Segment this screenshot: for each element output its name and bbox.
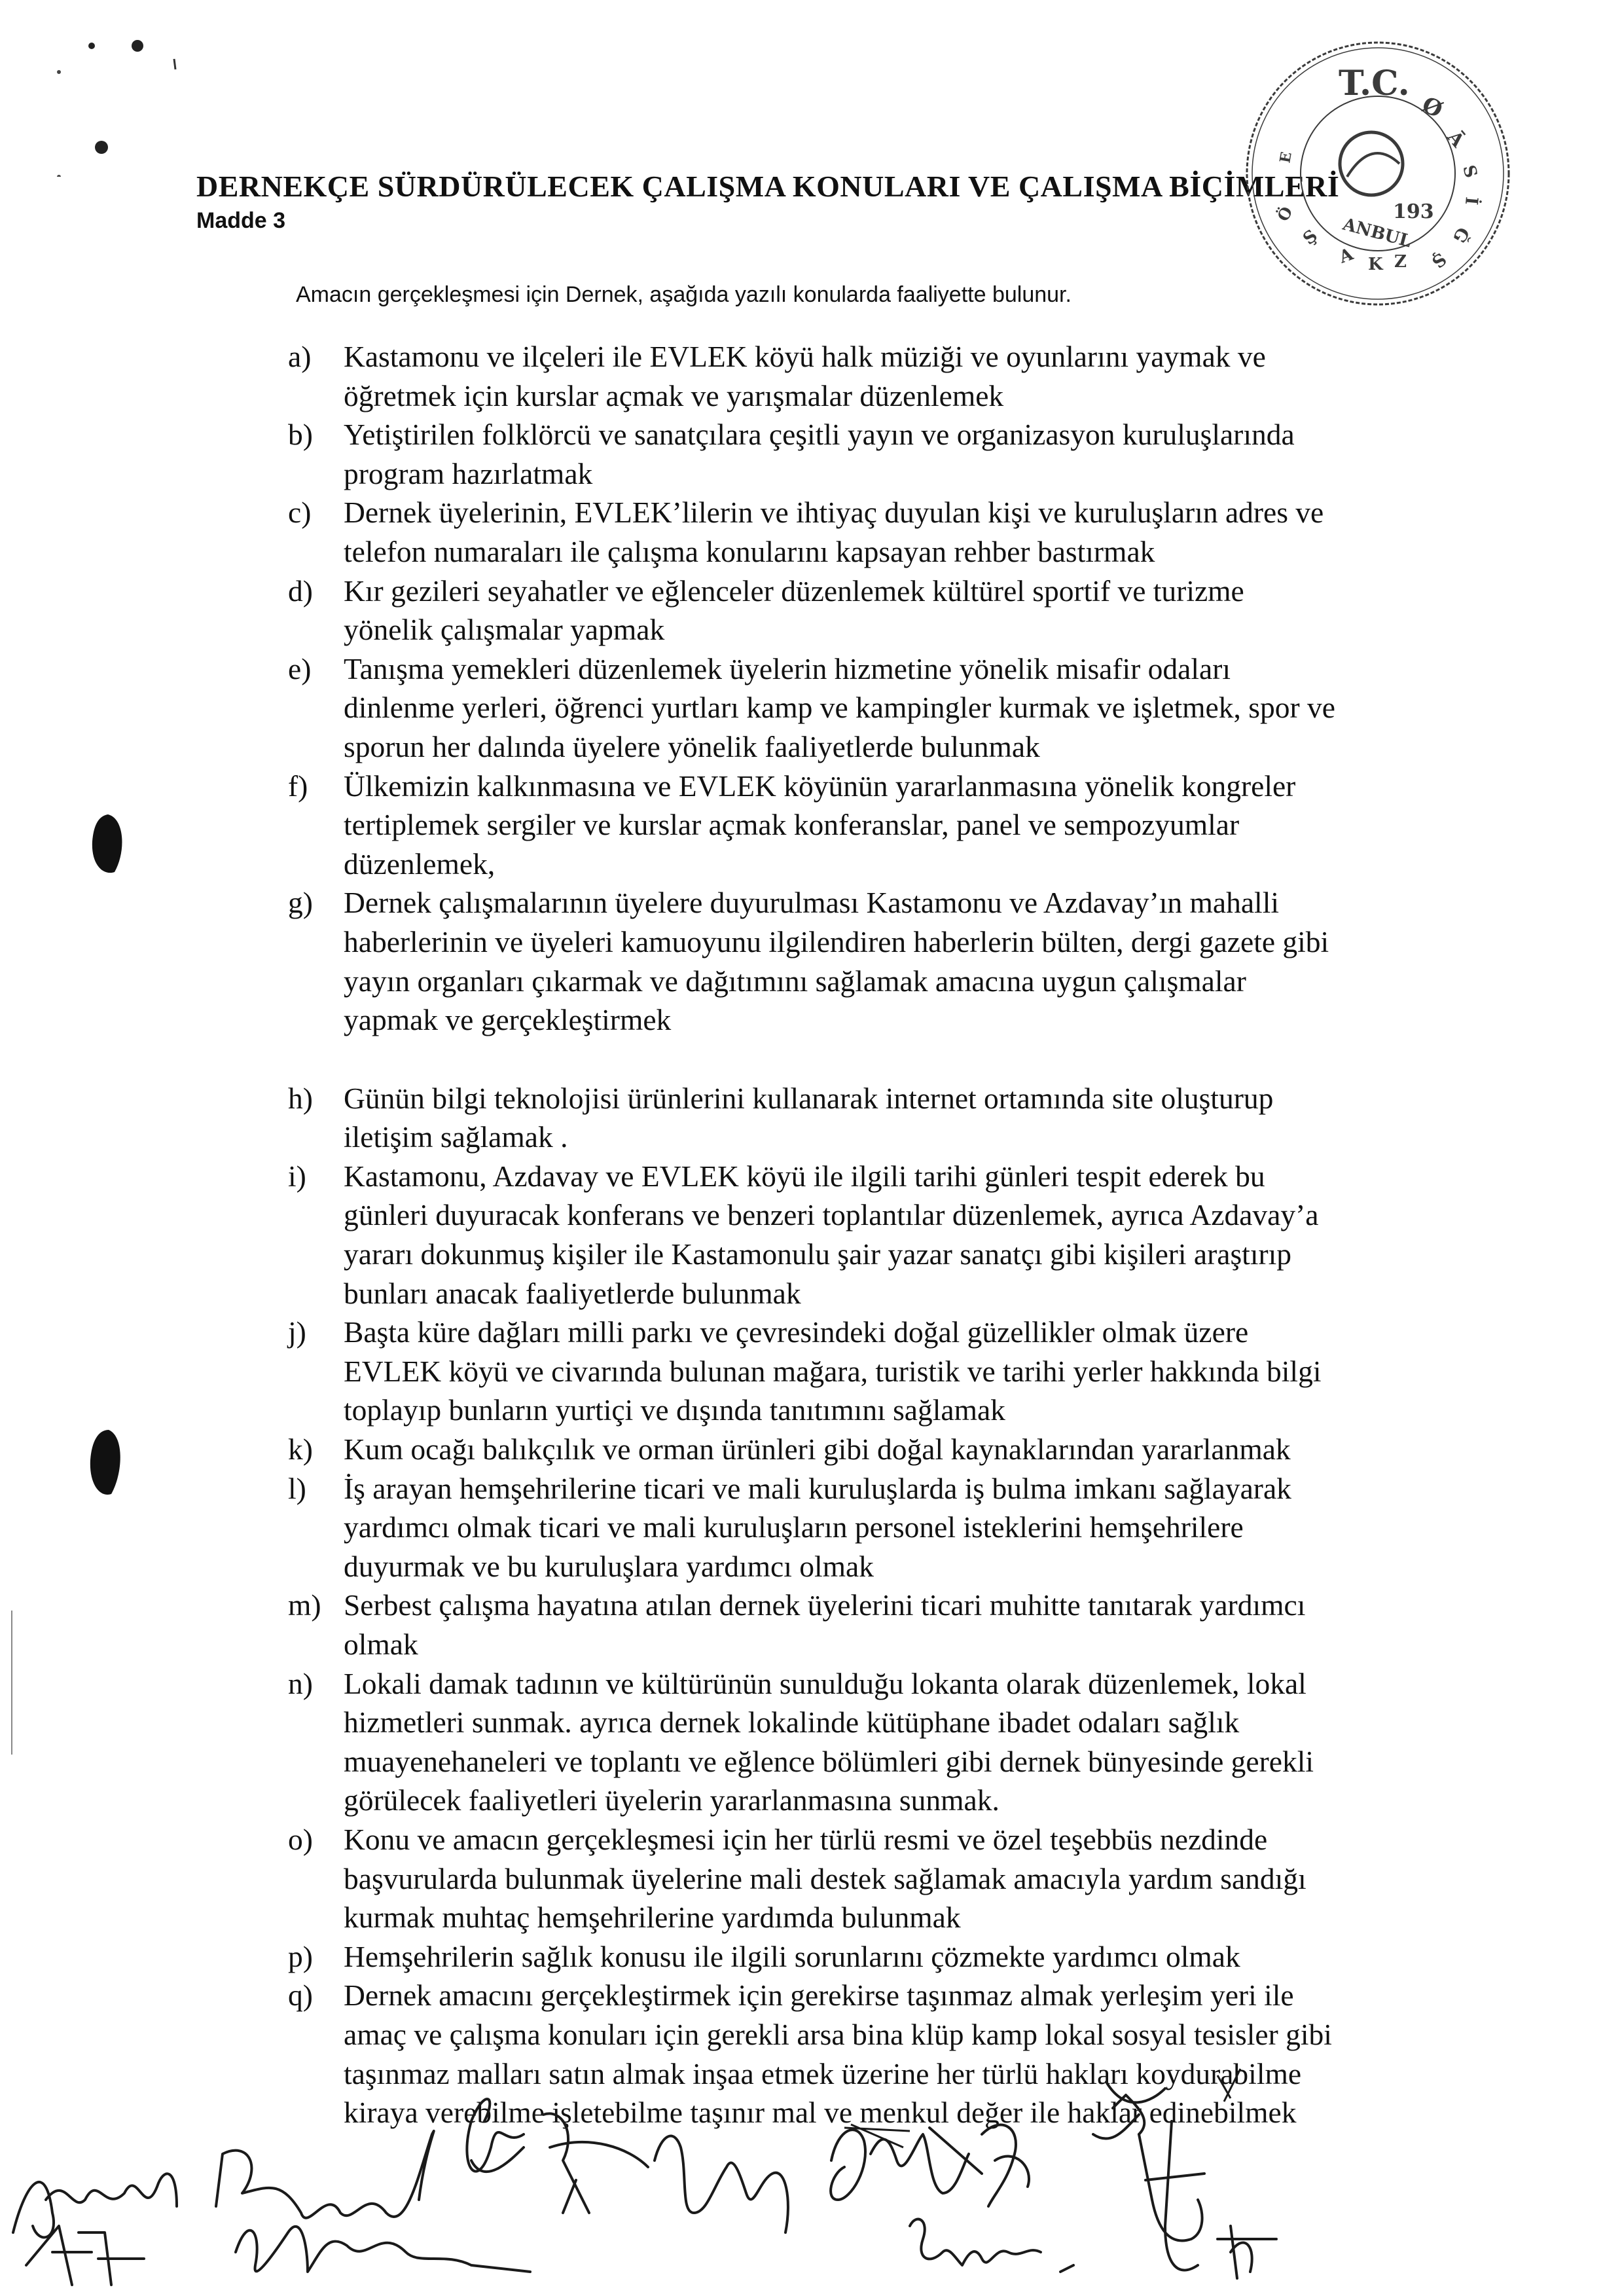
signature-8 (831, 2130, 969, 2200)
item-letter: f) (288, 769, 308, 803)
item-letter: l) (288, 1471, 306, 1505)
item-letter: a) (288, 340, 312, 373)
item-line: Kastamonu ve ilçeleri ile EVLEK köyü halk müziği ve oyunlarını yaymak ve (344, 340, 1266, 373)
item-line: tertiplemek sergiler ve kurslar açmak konferanslar, panel ve sempozyumlar (344, 808, 1240, 842)
item-line: Serbest çalışma hayatına atılan dernek üyelerini ticari muhitte tanıtarak yardımcı (344, 1588, 1306, 1622)
list-item (288, 649, 1440, 767)
item-line: duyurmak ve bu kuruluşlara yardımcı olmak (344, 1549, 874, 1583)
svg-text:ANBUL: ANBUL (1341, 214, 1414, 252)
item-letter: k) (288, 1432, 313, 1467)
signature-1 (13, 2174, 177, 2237)
item-line: Dernek üyelerinin, EVLEK’lilerin ve ihtiyaç duyulan kişi ve kuruluşların adres ve (344, 496, 1324, 530)
svg-text:Ş: Ş (1299, 226, 1322, 249)
item-text (344, 1586, 1440, 1664)
item-line: başvurularda bulunmak üyelerine mali destek sağlamak amacıyla yardım sandığı (344, 1861, 1307, 1895)
list-item (288, 767, 1440, 884)
signature-5 (467, 2099, 524, 2172)
signature-12 (1217, 2226, 1276, 2278)
signature-2 (216, 2131, 434, 2218)
svg-text:E: E (1276, 151, 1295, 165)
item-letter: b) (288, 418, 313, 452)
list-item (288, 415, 1440, 493)
item-line: öğretmek için kurslar açmak ve yarışmalar düzenlemek (344, 378, 1004, 412)
item-line: EVLEK köyü ve civarında bulunan mağara, turistik ve tarihi yerler hakkında bilgi (344, 1354, 1322, 1388)
item-line: Kum ocağı balıkçılık ve orman ürünleri gibi doğal kaynaklarından yararlanmak (344, 1432, 1291, 1467)
list-item (288, 1313, 1440, 1430)
item-letter: c) (288, 496, 312, 530)
signature-7 (655, 2136, 788, 2232)
svg-text:T.C.: T.C. (1339, 64, 1410, 103)
svg-text:İ: İ (1460, 196, 1481, 206)
item-line: Yetiştirilen folklörcü ve sanatçılara çeşitli yayın ve organizasyon kuruluşlarında (344, 418, 1295, 452)
svg-text:Z: Z (1394, 252, 1407, 272)
svg-text:K: K (1368, 255, 1383, 274)
activities-list (288, 337, 1440, 2132)
item-text (344, 1664, 1440, 1820)
item-text (344, 1820, 1440, 1937)
list-item (288, 1157, 1440, 1313)
item-line: telefon numaraları ile çalışma konularını kapsayan rehber bastırmak (344, 534, 1155, 568)
svg-text:Ā: Ā (1443, 126, 1469, 152)
list-item (288, 1469, 1440, 1586)
list-item (288, 1586, 1440, 1664)
list-item (288, 572, 1440, 649)
item-line: kiraya verebilme işletebilme taşınır mal ve menkul değer ile haklar edinebilmek (344, 2096, 1297, 2130)
signature-11 (910, 2219, 1073, 2272)
item-line: Hemşehrilerin sağlık konusu ile ilgili sorunlarını çözmekte yardımcı olmak (344, 1939, 1240, 1973)
item-line: Günün bilgi teknolojisi ürünlerini kullanarak internet ortamında site oluşturup (344, 1081, 1274, 1115)
scan-specks (39, 20, 203, 177)
item-line: yapmak ve gerçekleştirmek (344, 1003, 672, 1037)
article-number: Madde 3 (196, 208, 286, 233)
item-line: Ülkemizin kalkınmasına ve EVLEK köyünün yararlanmasına yönelik kongreler (344, 769, 1296, 803)
item-letter: o) (288, 1822, 313, 1856)
item-line: yardımcı olmak ticari ve mali kuruluşların personel isteklerini hemşehrilere (344, 1510, 1244, 1544)
item-letter: d) (288, 574, 313, 608)
item-line: olmak (344, 1628, 418, 1661)
item-line: düzenlemek, (344, 847, 496, 881)
item-text (344, 337, 1440, 415)
item-line: kurmak muhtaç hemşehrilerine yardımda bulunmak (344, 1901, 961, 1935)
item-line: yayın organları çıkarmak ve dağıtımını sağlamak amacına uygun çalışmalar (344, 964, 1246, 998)
item-line: bunları anacak faaliyetlerde bulunmak (344, 1276, 801, 1310)
item-letter: h) (288, 1081, 313, 1115)
official-stamp (1231, 26, 1525, 321)
item-letter: m) (288, 1588, 321, 1622)
item-text (344, 1469, 1440, 1586)
item-line: yönelik çalışmalar yapmak (344, 613, 665, 647)
section-heading: DERNEKÇE SÜRDÜRÜLECEK ÇALIŞMA KONULARI VE ÇALIŞMA BİÇİMLERİ (196, 170, 1340, 203)
signatures-area (0, 2016, 1622, 2296)
item-text (344, 1313, 1440, 1430)
item-line: iletişim sağlamak . (344, 1120, 568, 1154)
svg-text:S: S (1458, 163, 1481, 180)
list-item (288, 493, 1440, 571)
svg-text:A: A (1337, 244, 1356, 268)
item-text (344, 767, 1440, 884)
item-line: program hazırlatmak (344, 456, 593, 490)
item-line: Dernek çalışmalarının üyelere duyurulması Kastamonu ve Azdavay’ın mahalli (344, 886, 1279, 920)
signature-10 (1139, 2121, 1204, 2270)
list-item (288, 1937, 1440, 1977)
item-line: Tanışma yemekleri düzenlemek üyelerin hizmetine yönelik misafir odaları (344, 651, 1231, 685)
item-line: Başta küre dağları milli parkı ve çevresindeki doğal güzellikler olmak üzere (344, 1315, 1249, 1349)
punch-hole-mark (86, 1427, 126, 1499)
item-text (344, 1937, 1440, 1977)
list-item (288, 1430, 1440, 1469)
item-line: hizmetleri sunmak. ayrıca dernek lokalinde kütüphane ibadet odaları sağlık (344, 1705, 1240, 1740)
item-line: günleri duyuracak konferans ve benzeri toplantılar düzenlemek, ayrıca Azdavay’a (344, 1198, 1319, 1232)
list-item (288, 337, 1440, 415)
item-line: taşınmaz malları satın almak inşaa etmek üzerine her türlü hakları koydurabilme (344, 2056, 1302, 2090)
item-letter: j) (288, 1315, 306, 1349)
item-letter: i) (288, 1159, 306, 1193)
svg-text:Ş: Ş (1428, 248, 1450, 272)
item-line: Konu ve amacın gerçekleşmesi için her türlü resmi ve özel teşebbüs nezdinde (344, 1822, 1268, 1856)
item-letter: g) (288, 886, 313, 920)
item-line: İş arayan hemşehrilerine ticari ve mali kuruluşlarda iş bulma imkanı sağlayarak (344, 1471, 1291, 1505)
item-text (344, 493, 1440, 571)
item-line: sporun her dalında üyelere yönelik faaliyetlerde bulunmak (344, 729, 1040, 763)
item-letter: e) (288, 651, 312, 685)
item-letter: n) (288, 1666, 313, 1700)
item-text (344, 883, 1440, 1039)
item-line: Kastamonu, Azdavay ve EVLEK köyü ile ilgili tarihi günleri tespit ederek bu (344, 1159, 1265, 1193)
item-line: yararı dokunmuş kişiler ile Kastamonulu şair yazar sanatçı gibi kişileri araştırıp (344, 1237, 1292, 1271)
item-text (344, 1430, 1440, 1469)
punch-hole-mark (88, 812, 128, 877)
signature-3 (26, 2226, 144, 2285)
svg-text:193: 193 (1393, 200, 1434, 223)
item-line: dinlenme yerleri, öğrenci yurtları kamp ve kampingler kurmak ve işletmek, spor ve (344, 691, 1335, 725)
scan-edge-line (0, 1611, 20, 1755)
intro-sentence: Amacın gerçekleşmesi için Dernek, aşağıda yazılı konularda faaliyette bulunur. (296, 282, 1072, 307)
item-line: muayenehaneleri ve toplantı ve eğlence bölümleri gibi dernek bünyesinde gerekli (344, 1744, 1314, 1778)
signature-6 (543, 2113, 648, 2213)
item-line: haberlerinin ve üyeleri kamuoyunu ilgilendiren haberlerin bülten, dergi gazete gibi (344, 924, 1329, 958)
list-item (288, 1079, 1440, 1157)
item-text (344, 1157, 1440, 1313)
item-text (344, 415, 1440, 493)
svg-text:Ö: Ö (1273, 203, 1297, 225)
list-item (288, 883, 1440, 1039)
signature-4 (236, 2227, 530, 2272)
item-letter: p) (288, 1939, 313, 1973)
item-line: Dernek amacını gerçekleştirmek için gerekirse taşınmaz almak yerleşim yeri ile (344, 1978, 1294, 2013)
list-item (288, 1820, 1440, 1937)
signature-13 (1093, 2082, 1165, 2139)
item-text (344, 649, 1440, 767)
item-line: görülecek faaliyetleri üyelerin yararlanmasına sunmak. (344, 1783, 1000, 1817)
list-item (288, 1664, 1440, 1820)
item-line: toplayıp bunların yurtiçi ve dışında tanıtımını sağlamak (344, 1393, 1005, 1427)
item-line: Kır gezileri seyahatler ve eğlenceler düzenlemek kültürel sportif ve turizme (344, 574, 1244, 608)
svg-text:Ø: Ø (1418, 91, 1447, 124)
item-text (344, 1079, 1440, 1157)
item-line: Lokali damak tadının ve kültürünün sunulduğu lokanta olarak düzenlemek, lokal (344, 1666, 1307, 1700)
item-letter: q) (288, 1978, 313, 2013)
item-line: amaç ve çalışma konuları için gerekli arsa bina klüp kamp lokal sosyal tesisler gibi (344, 2017, 1332, 2051)
item-text (344, 572, 1440, 649)
svg-text:Ğ: Ğ (1448, 223, 1473, 246)
